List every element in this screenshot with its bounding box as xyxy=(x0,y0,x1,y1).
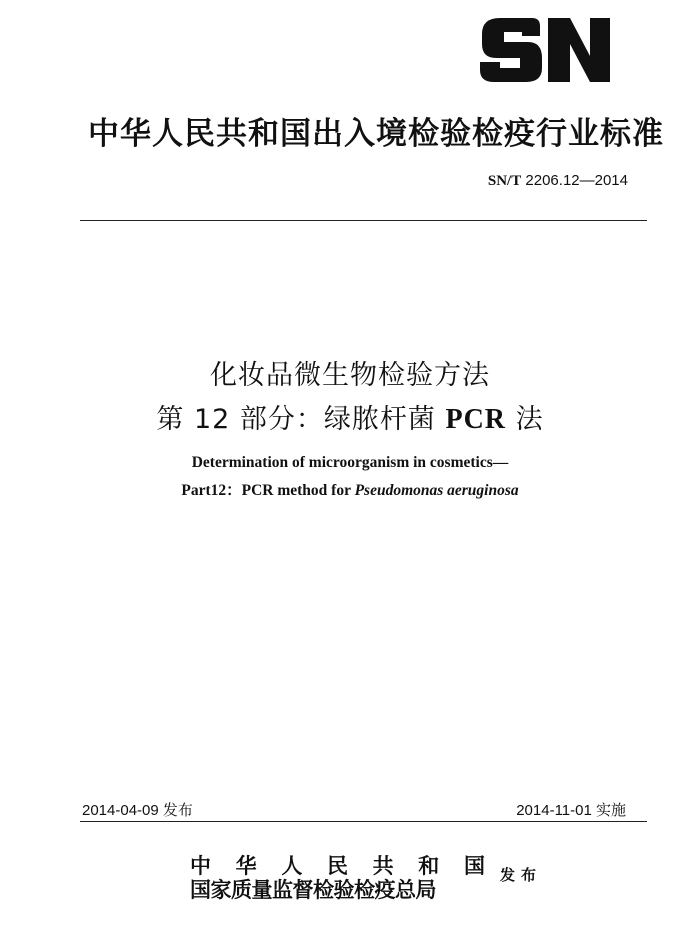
sn-logo xyxy=(478,12,613,87)
issuer-char: 共 xyxy=(372,853,394,878)
title-cn-line2 xyxy=(0,397,700,436)
sn-logo-letter-n xyxy=(548,18,610,82)
title-en-line2-species: Pseudomonas aeruginosa xyxy=(354,482,519,499)
issuer-char: 中 xyxy=(190,853,211,878)
issuer-char: 民 xyxy=(326,853,348,878)
issuer-char: 人 xyxy=(281,853,303,878)
title-cn-line2-part-a: 第 12 部分：绿脓杆菌 xyxy=(156,404,446,435)
standard-number-prefix: SN/T xyxy=(487,173,522,189)
bottom-divider xyxy=(80,821,647,822)
standard-number-value: 2206.12—2014 xyxy=(525,172,628,189)
sn-logo-letter-s xyxy=(480,18,542,82)
issuer-line2: 国家质量监督检验检疫总局 xyxy=(190,877,436,902)
title-cn-line2-part-c: 法 xyxy=(506,404,544,435)
title-cn-line1: 化妆品微生物检验方法 xyxy=(210,360,490,391)
issuer-char: 和 xyxy=(418,853,440,878)
issue-date: 2014-04-09 发布 xyxy=(82,802,193,819)
title-en-line2 xyxy=(0,478,700,500)
standard-category: 中华人民共和国出入境检验检疫行业标准 xyxy=(88,116,664,152)
issuer-char: 华 xyxy=(235,853,257,878)
issuer-char: 国 xyxy=(463,853,485,878)
standard-number xyxy=(488,172,628,190)
title-en-line1: Determination of microorganism in cosmetics— xyxy=(191,454,509,471)
top-divider xyxy=(80,220,647,221)
publish-label: 发布 xyxy=(500,866,543,884)
title-en-line2-part-a: Part12：PCR method for xyxy=(181,482,355,499)
implementation-date: 2014-11-01 实施 xyxy=(516,802,626,819)
title-cn-line2-part-b: PCR xyxy=(445,404,507,435)
